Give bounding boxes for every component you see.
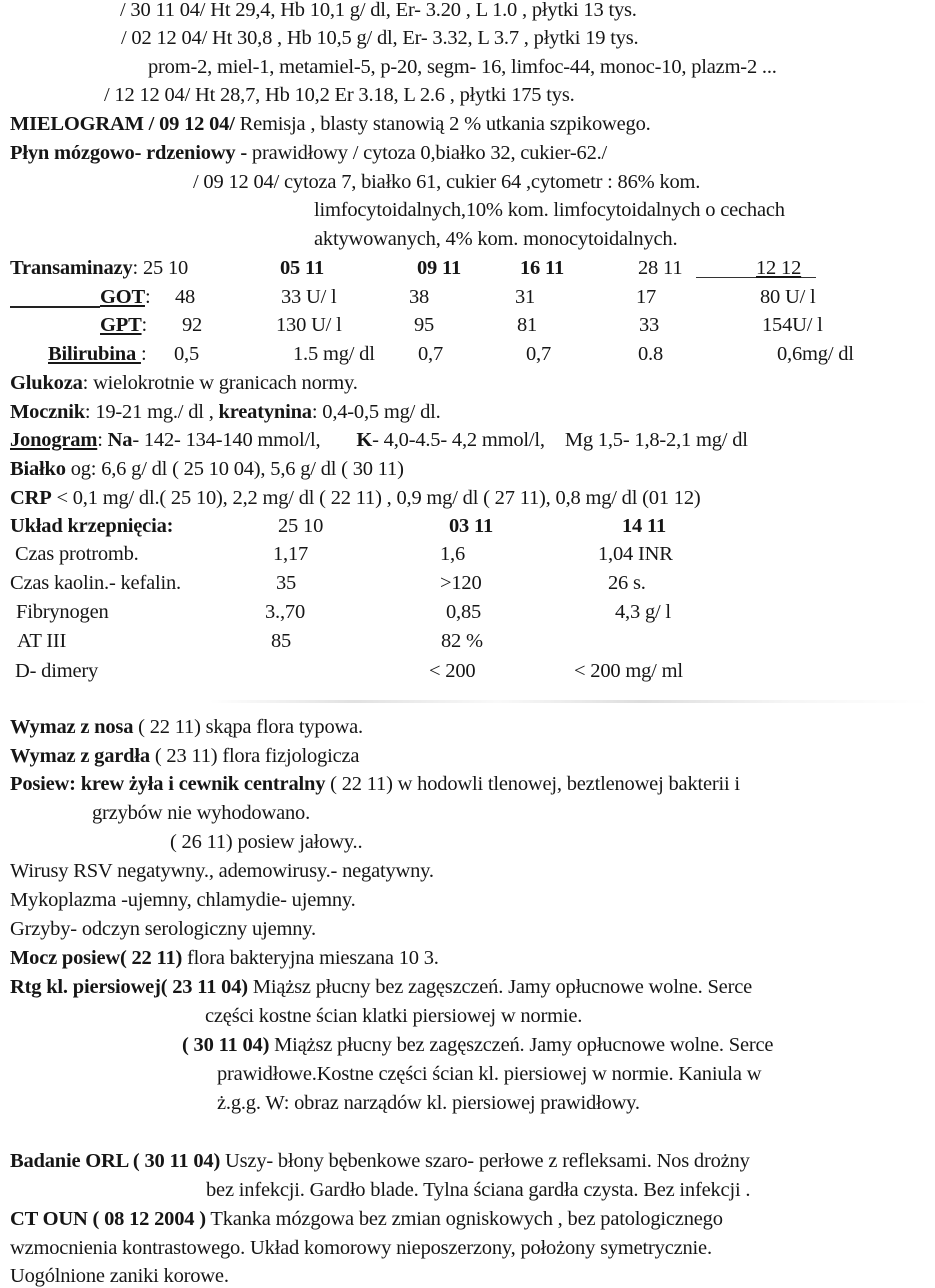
blood-smear-line [148, 55, 777, 79]
mielogram-line [10, 112, 651, 136]
xray-text: Miąższ płucny bez zagęszczeń. Jamy opłucnowe wolne. Serce [247, 976, 753, 998]
coagulation-date: 03 11 [449, 515, 493, 537]
bilirubin-value: 1.5 mg/ dl [293, 343, 375, 365]
got-label: GOT [100, 286, 145, 308]
orl-line-1 [10, 1149, 750, 1173]
mielogram-label: MIELOGRAM / 09 12 04/ [10, 113, 235, 135]
bilirubin-value: 0,5 [174, 343, 200, 365]
bilirubin-label-cell: Bilirubina : [48, 343, 147, 365]
got-value: 31 [515, 286, 536, 308]
coag-value: 35 [276, 572, 297, 594]
potassium-label: K [356, 429, 373, 451]
coag-value: 82 % [441, 630, 483, 652]
urine-culture-line [10, 946, 439, 970]
coag-row-label: Czas protromb. [15, 543, 139, 565]
blood-smear-values: prom-2, miel-1, metamiel-5, p-20, segm- 16, limfoc-44, monoc-10, plazm-2 ... [148, 56, 777, 78]
blood-count-date: / 02 12 04/ [121, 27, 208, 49]
xray-line-2: części kostne ścian klatki piersiowej w normie. [205, 1005, 583, 1027]
xray-line-3 [182, 1033, 773, 1057]
blood-count-date: / 12 12 04/ [104, 84, 191, 106]
bilirubin-label: Bilirubina [48, 343, 141, 365]
gpt-value: 81 [517, 314, 538, 336]
nasal-swab-label: Wymaz z nosa [10, 716, 134, 738]
crp-label: CRP [10, 487, 52, 509]
colon: : [132, 257, 143, 279]
csf-date: / 09 12 04/ [193, 171, 280, 193]
urea-text: : 19-21 mg./ dl , [84, 401, 219, 423]
coag-row-label: Fibrynogen [16, 601, 109, 623]
mielogram-text: Remisja , blasty stanowią 2 % utkania szpikowego. [234, 113, 651, 135]
transaminases-date: 16 11 [520, 257, 564, 279]
fungi-line: Grzyby- odczyn serologiczny ujemny. [10, 918, 316, 940]
transaminases-header [10, 256, 188, 280]
csf-text: cytoza 7, białko 61, cukier 64 ,cytometr : 86% kom. [279, 171, 701, 193]
xray-line-1 [10, 975, 752, 999]
orl-line-2: bez infekcji. Gardło blade. Tylna ściana gardła czysta. Bez infekcji . [206, 1179, 751, 1201]
orl-label: Badanie ORL ( 30 11 04) [10, 1150, 221, 1172]
urea-label: Mocznik [10, 401, 85, 423]
colon: : [97, 429, 108, 451]
gpt-value: 92 [182, 314, 203, 336]
coag-value: < 200 mg/ ml [574, 660, 683, 682]
csf-line-2 [193, 170, 700, 194]
coagulation-date: 25 10 [278, 515, 324, 537]
coag-row-label: Czas kaolin.- kefalin. [10, 572, 181, 594]
orl-text: Uszy- błony bębenkowe szaro- perłowe z refleksami. Nos drożny [220, 1150, 750, 1172]
nasal-swab-text: ( 22 11) skąpa flora typowa. [133, 716, 363, 738]
culture-line-3: ( 26 11) posiew jałowy.. [170, 831, 363, 853]
csf-line-1 [10, 141, 607, 165]
urine-culture-text: flora bakteryjna mieszana 10 3. [182, 947, 439, 969]
coag-value: < 200 [429, 660, 476, 682]
culture-text: ( 22 11) w hodowli tlenowej, beztlenowej bakterii i [325, 773, 740, 795]
underline-rule [10, 306, 100, 308]
gpt-value: 130 U/ l [276, 314, 342, 336]
nasal-swab-line [10, 715, 363, 739]
got-value: 33 U/ l [281, 286, 337, 308]
coag-value: 1,6 [440, 543, 466, 565]
xray-line-5: ż.g.g. W: obraz narządów kl. piersiowej prawidłowy. [217, 1092, 640, 1114]
csf-text: prawidłowy / cytoza 0,białko 32, cukier-62./ [246, 142, 608, 164]
blood-count-line-2 [121, 26, 638, 50]
coag-value: 3.,70 [265, 601, 306, 623]
scan-artifact [210, 700, 930, 703]
throat-swab-line [10, 744, 359, 768]
blood-count-values: Ht 30,8 , Hb 10,5 g/ dl, Er- 3.32, L 3.7 , płytki 19 tys. [212, 27, 639, 49]
ionogram-label: Jonogram [10, 429, 98, 451]
potassium-text: - 4,0-4.5- 4,2 mmol/l, [372, 429, 545, 451]
coag-value: 85 [271, 630, 292, 652]
blood-count-line-4 [104, 83, 575, 107]
xray-date: ( 30 11 04) [182, 1034, 270, 1056]
blood-count-values: Ht 28,7, Hb 10,2 Er 3.18, L 2.6 , płytki 175 tys. [195, 84, 575, 106]
glucose-text: : wielokrotnie w granicach normy. [82, 372, 358, 394]
blood-count-values: Ht 29,4, Hb 10,1 g/ dl, Er- 3.20 , L 1.0 , płytki 13 tys. [210, 0, 637, 21]
creatinine-text: : 0,4-0,5 mg/ dl. [311, 401, 441, 423]
sodium-text: - 142- 134-140 mmol/l, [132, 429, 321, 451]
blood-count-line-1 [120, 0, 637, 22]
gpt-label-cell: GPT: [100, 314, 148, 336]
transaminases-date: 05 11 [280, 257, 324, 279]
csf-label: Płyn mózgowo- rdzeniowy - [10, 142, 247, 164]
xray-label: Rtg kl. piersiowej( 23 11 04) [10, 976, 248, 998]
got-label-cell: GOT: [100, 286, 151, 308]
culture-label: Posiew: krew żyła i cewnik centralny [10, 773, 326, 795]
transaminases-date: 12 12 [756, 257, 802, 279]
coag-value: 1,04 INR [598, 543, 673, 565]
bilirubin-value: 0,6mg/ dl [777, 343, 854, 365]
bilirubin-value: 0,7 [418, 343, 444, 365]
glucose-line [10, 371, 358, 395]
transaminases-label: Transaminazy [10, 257, 133, 279]
coag-row-label: D- dimery [15, 660, 99, 682]
glucose-label: Glukoza [10, 372, 83, 394]
virus-line: Wirusy RSV negatywny., ademowirusy.- negatywny. [10, 860, 434, 882]
got-value: 48 [175, 286, 196, 308]
ct-line-3: Uogólnione zaniki korowe. [10, 1265, 229, 1287]
throat-swab-text: ( 23 11) flora fizjologicza [149, 745, 360, 767]
coag-value: 0,85 [446, 601, 482, 623]
coag-row-label: AT III [17, 630, 67, 652]
crp-text: < 0,1 mg/ dl.( 25 10), 2,2 mg/ dl ( 22 11) , 0,9 mg/ dl ( 27 11), 0,8 mg/ dl (01 12) [51, 487, 701, 509]
culture-line-2: grzybów nie wyhodowano. [92, 802, 311, 824]
transaminases-date: 25 10 [142, 257, 189, 279]
gpt-value: 33 [639, 314, 660, 336]
throat-swab-label: Wymaz z gardła [10, 745, 150, 767]
ct-line-2: wzmocnienia kontrastowego. Układ komorowy nieposzerzony, położony symetrycznie. [10, 1237, 712, 1259]
sodium-label: Na [107, 429, 133, 451]
blood-count-date: / 30 11 04/ [120, 0, 206, 21]
bilirubin-value: 0,7 [526, 343, 552, 365]
urine-culture-label: Mocz posiew( 22 11) [10, 947, 183, 969]
gpt-label: GPT [100, 314, 142, 336]
gpt-value: 154U/ l [762, 314, 823, 336]
coagulation-date: 14 11 [622, 515, 666, 537]
coag-value: >120 [440, 572, 482, 594]
coag-value: 4,3 g/ l [615, 601, 671, 623]
protein-label: Białko [10, 458, 66, 480]
ionogram-line [10, 428, 748, 452]
xray-text: Miąższ płucny bez zagęszczeń. Jamy opłucnowe wolne. Serce [269, 1034, 774, 1056]
coagulation-label: Układ krzepnięcia: [10, 515, 174, 537]
transaminases-date: 09 11 [417, 257, 461, 279]
protein-text: og: 6,6 g/ dl ( 25 10 04), 5,6 g/ dl ( 30 11) [65, 458, 404, 480]
got-value: 38 [409, 286, 430, 308]
ct-text: Tkanka mózgowa bez zmian ogniskowych , bez patologicznego [205, 1208, 723, 1230]
got-value: 80 U/ l [760, 286, 816, 308]
got-value: 17 [636, 286, 657, 308]
ct-label: CT OUN ( 08 12 2004 ) [10, 1208, 206, 1230]
xray-line-4: prawidłowe.Kostne części ścian kl. piersiowej w normie. Kaniula w [217, 1063, 762, 1085]
coag-value: 26 s. [608, 572, 646, 594]
magnesium-text: Mg 1,5- 1,8-2,1 mg/ dl [564, 429, 748, 451]
creatinine-label: kreatynina [218, 401, 312, 423]
gpt-value: 95 [414, 314, 435, 336]
bilirubin-value: 0.8 [638, 343, 664, 365]
protein-line [10, 457, 404, 481]
transaminases-date: 28 11 [638, 257, 683, 279]
crp-line [10, 486, 701, 510]
urea-line [10, 400, 441, 424]
coag-value: 1,17 [273, 543, 309, 565]
csf-line-4: aktywowanych, 4% kom. monocytoidalnych. [314, 228, 678, 250]
culture-line-1 [10, 772, 740, 796]
ct-line-1 [10, 1207, 723, 1231]
mycoplasma-line: Mykoplazma -ujemny, chlamydie- ujemny. [10, 889, 356, 911]
csf-line-3: limfocytoidalnych,10% kom. limfocytoidalnych o cechach [314, 199, 785, 221]
